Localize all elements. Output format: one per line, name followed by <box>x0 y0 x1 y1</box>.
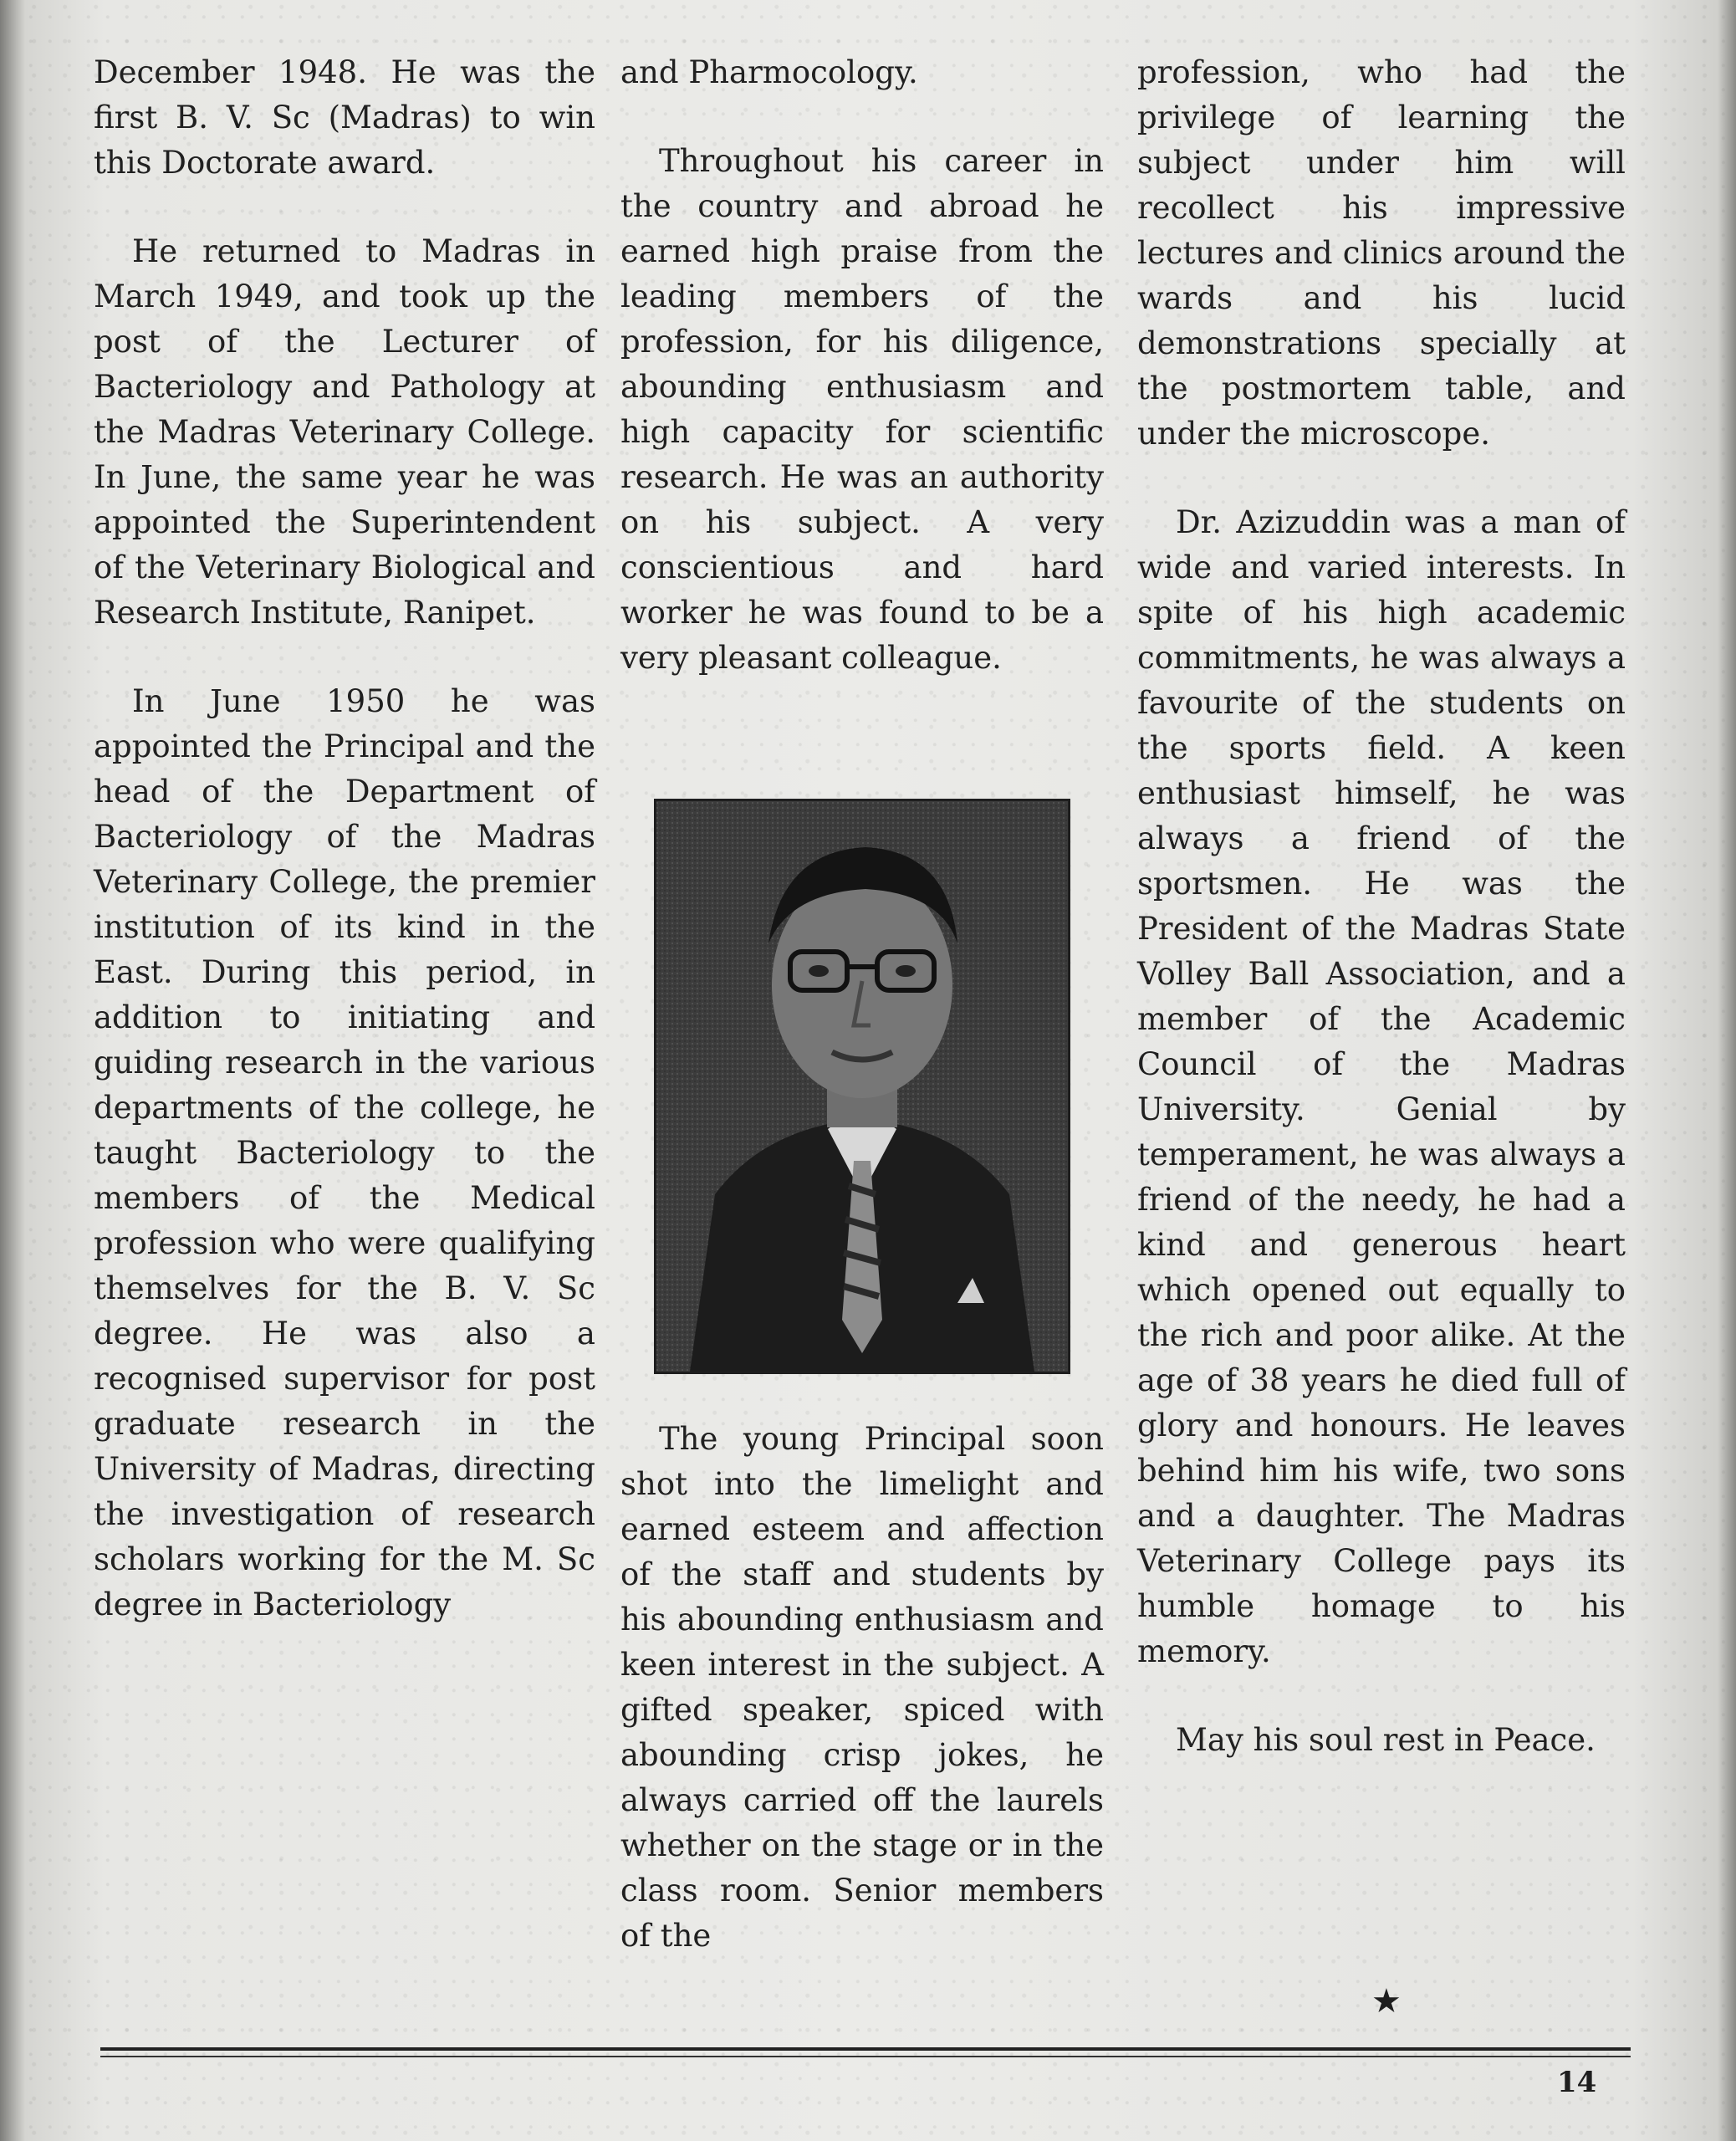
paragraph: The young Principal soon shot into the limelight and earned esteem and affection of the staff and students by his abounding enthusiasm and keen interest in the subject. A gifted speaker, spiced with abounding crisp jokes, he always carried off the laurels whether on the stage or in the class room. Senior members of the <box>620 1421 1104 1954</box>
text-column-2-top <box>620 50 1104 724</box>
star-ornament: ★ <box>1371 1982 1402 2021</box>
text-column-2-bottom <box>620 1417 1104 1959</box>
page-left-edge-shadow <box>0 0 25 2141</box>
footer-rule-thin <box>100 2056 1631 2057</box>
portrait-illustration <box>656 801 1068 1372</box>
paragraph: December 1948. He was the first B. V. Sc (Madras) to win this Doctorate award. <box>94 54 595 181</box>
paragraph: and Pharmocology. <box>620 54 918 90</box>
paragraph: profession, who had the privilege of learning the subject under him will recollect his impressive lectures and clinics around the wards and his lucid demonstrations specially at the postmortem table, and under the microscope. <box>1137 54 1626 452</box>
paragraph: Dr. Azizuddin was a man of wide and varied interests. In spite of his high academic commitments, he was always a favourite of the students on the sports field. A keen enthusiast himself, he was always a friend of the sportsmen. He was the President of the Madras State Volley Ball Association, and a member of the Academic Council of the Madras University. Genial by temperament, he was always a friend of the needy, he had a kind and generous heart which opened out equally to the rich and poor alike. At the age of 38 years he died full of glory and honours. He leaves behind him his wife, two sons and a daughter. The Madras Veterinary College pays its humble homage to his memory. <box>1137 504 1626 1669</box>
text-column-1 <box>94 50 595 1671</box>
footer-rule <box>100 2047 1631 2051</box>
page-right-edge-shadow <box>1718 0 1736 2141</box>
text-column-3 <box>1137 50 1626 1806</box>
page-number: 14 <box>1557 2066 1597 2099</box>
paragraph: May his soul rest in Peace. <box>1176 1722 1596 1758</box>
paragraph: He returned to Madras in March 1949, and took up the post of the Lecturer of Bacteriology and Pathology at the Madras Veterinary College. In June, the same year he was appointed the Superintendent of the Veterinary Biological and Research Institute, Ranipet. <box>94 233 595 631</box>
portrait-photo <box>654 799 1070 1374</box>
paragraph: In June 1950 he was appointed the Principal and the head of the Department of Bacteriology of the Madras Veterinary College, the premier institution of its kind in the East. During this period, in addition to initiating and guiding research in the various departments of the college, he taught Bacteriology to the members of the Medical profession who were qualifying themselves for the B. V. Sc degree. He was also a recognised supervisor for post graduate research in the University of Madras, directing the investigation of research scholars working for the M. Sc degree in Bacteriology <box>94 683 595 1622</box>
paragraph: Throughout his career in the country and abroad he earned high praise from the leading members of the profession, for his diligence, abounding enthusiasm and high capacity for scientific research. He was an authority on his subject. A very conscientious and hard worker he was found to be a very pleasant colleague. <box>620 143 1104 676</box>
